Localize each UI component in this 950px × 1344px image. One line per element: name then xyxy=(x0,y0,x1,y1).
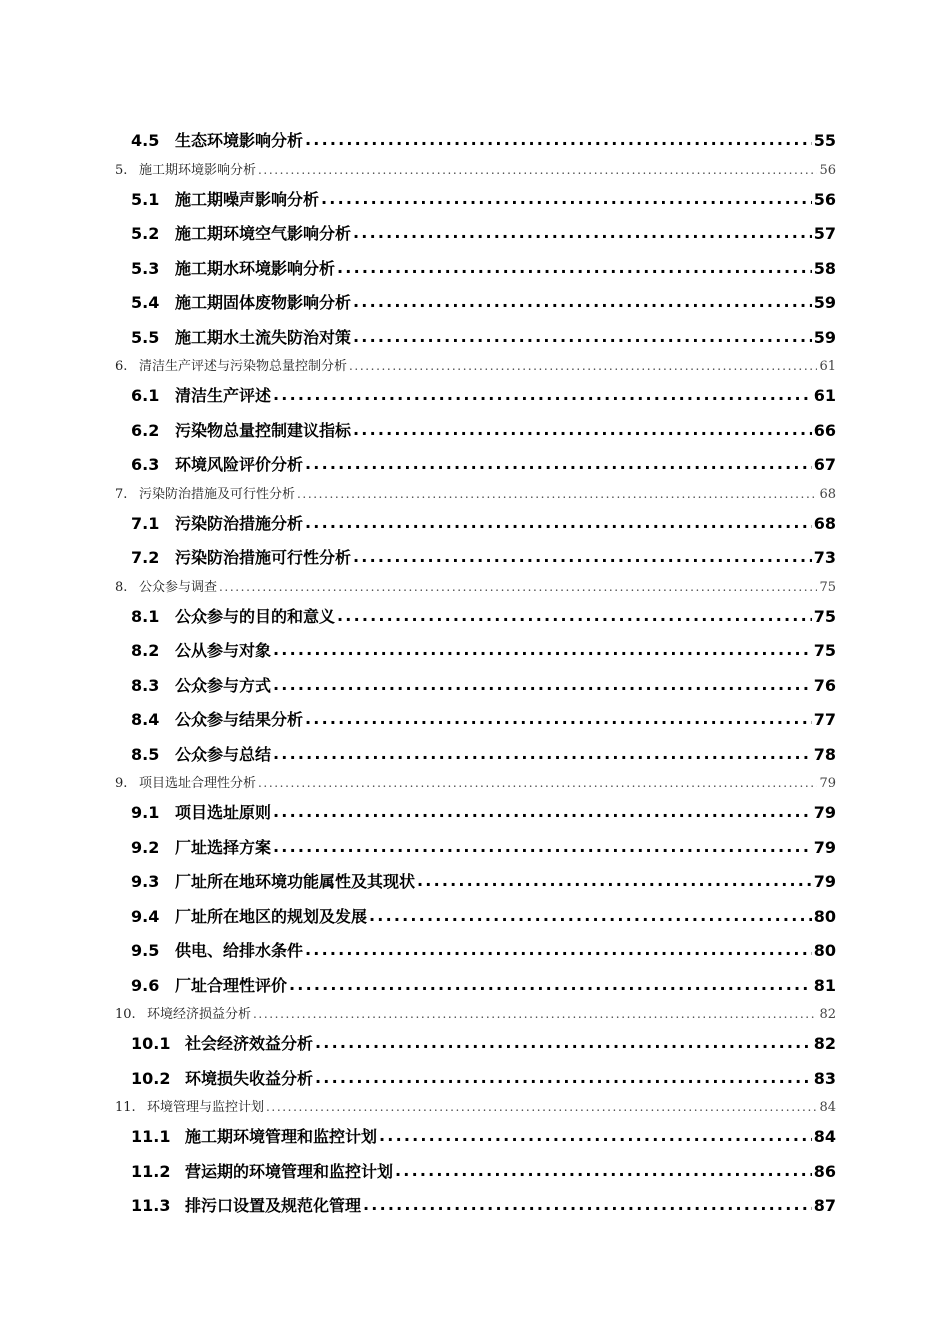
toc-entry-page-number: 73 xyxy=(813,548,836,567)
toc-dot-leader xyxy=(305,130,812,146)
toc-entry-number: 9.4 xyxy=(131,906,160,926)
toc-section-entry[interactable] xyxy=(0,900,836,935)
toc-entry-title: 营运期的环境管理和监控计划 xyxy=(185,1161,394,1181)
toc-entry-page-number: 84 xyxy=(813,1127,836,1146)
toc-entry-page-number: 80 xyxy=(813,906,836,926)
toc-entry-page-number: 76 xyxy=(813,675,836,695)
toc-entry-page-number: 79 xyxy=(819,776,836,791)
toc-entry-number: 5.3 xyxy=(131,258,160,278)
toc-chapter-entry[interactable] xyxy=(0,772,836,796)
toc-dot-leader xyxy=(273,385,812,401)
toc-dot-leader xyxy=(363,1195,812,1211)
toc-entry-number: 4.5 xyxy=(131,131,160,150)
toc-dot-leader xyxy=(305,454,812,470)
toc-entry-title: 厂址选择方案 xyxy=(175,837,272,857)
toc-dot-leader xyxy=(273,837,812,853)
toc-entry-page-number: 75 xyxy=(813,606,836,626)
toc-dot-leader xyxy=(289,975,812,991)
toc-section-entry[interactable] xyxy=(0,183,836,218)
toc-entry-title: 施工期环境管理和监控计划 xyxy=(185,1127,378,1146)
toc-entry-title: 公从参与对象 xyxy=(175,641,272,660)
toc-entry-page-number: 58 xyxy=(813,258,836,278)
toc-entry-title: 施工期固体废物影响分析 xyxy=(175,293,352,312)
toc-section-entry[interactable] xyxy=(0,448,836,483)
toc-entry-number: 8.5 xyxy=(131,744,160,764)
toc-entry-title: 公众参与调查 xyxy=(139,579,218,595)
toc-entry-number: 9.3 xyxy=(131,872,160,891)
toc-entry-number: 8.2 xyxy=(131,641,160,660)
toc-section-entry[interactable] xyxy=(0,1027,836,1062)
toc-entry-title: 环境经济损益分析 xyxy=(147,1007,252,1022)
toc-entry-page-number: 68 xyxy=(819,486,836,502)
toc-entry-title: 环境风险评价分析 xyxy=(175,455,304,474)
toc-entry-title: 供电、给排水条件 xyxy=(175,941,304,960)
toc-dot-leader xyxy=(353,223,812,239)
toc-chapter-entry[interactable] xyxy=(0,355,836,379)
toc-dot-leader xyxy=(273,802,812,818)
toc-section-entry[interactable] xyxy=(0,286,836,321)
toc-dot-leader xyxy=(305,709,812,725)
toc-entry-title: 生态环境影响分析 xyxy=(175,131,304,150)
toc-entry-page-number: 84 xyxy=(819,1100,836,1115)
toc-entry-page-number: 66 xyxy=(813,420,836,440)
toc-dot-leader xyxy=(353,547,812,563)
toc-entry-number: 5.4 xyxy=(131,293,160,312)
toc-entry-title: 施工期环境空气影响分析 xyxy=(175,224,352,243)
toc-entry-number: 6. xyxy=(115,359,128,374)
toc-entry-title: 项目选址原则 xyxy=(175,803,272,822)
toc-entry-number: 9.5 xyxy=(131,941,160,960)
toc-dot-leader xyxy=(369,906,812,922)
toc-section-entry[interactable] xyxy=(0,796,836,831)
toc-entry-title: 厂址合理性评价 xyxy=(175,975,288,995)
toc-entry-page-number: 86 xyxy=(813,1161,836,1181)
toc-chapter-entry[interactable] xyxy=(0,159,836,183)
toc-entry-number: 7.2 xyxy=(131,548,160,567)
toc-entry-number: 5.5 xyxy=(131,327,160,347)
toc-dot-leader xyxy=(379,1126,812,1142)
toc-entry-title: 施工期噪声影响分析 xyxy=(175,189,320,209)
toc-section-entry[interactable] xyxy=(0,600,836,635)
toc-entry-page-number: 80 xyxy=(813,941,836,960)
toc-dot-leader xyxy=(337,258,812,274)
toc-section-entry[interactable] xyxy=(0,217,836,252)
toc-entry-number: 7. xyxy=(115,486,128,502)
toc-entry-title: 厂址所在地环境功能属性及其现状 xyxy=(175,872,416,891)
toc-dot-leader xyxy=(353,420,812,436)
toc-section-entry[interactable] xyxy=(0,321,836,356)
toc-entry-title: 施工期水环境影响分析 xyxy=(175,258,336,278)
toc-section-entry[interactable] xyxy=(0,1189,836,1224)
toc-dot-leader xyxy=(315,1033,812,1049)
toc-section-entry[interactable] xyxy=(0,703,836,738)
toc-dot-leader xyxy=(315,1068,812,1084)
table-of-contents xyxy=(0,124,950,1224)
toc-dot-leader xyxy=(305,940,812,956)
toc-entry-page-number: 78 xyxy=(813,744,836,764)
toc-section-entry[interactable] xyxy=(0,969,836,1004)
toc-dot-leader xyxy=(353,292,812,308)
toc-entry-title: 环境管理与监控计划 xyxy=(147,1100,265,1115)
toc-entry-title: 施工期水土流失防治对策 xyxy=(175,327,352,347)
toc-entry-number: 10.2 xyxy=(131,1068,171,1088)
toc-entry-number: 5.1 xyxy=(131,189,160,209)
toc-chapter-entry[interactable] xyxy=(0,1096,836,1120)
toc-entry-page-number: 59 xyxy=(813,327,836,347)
toc-chapter-entry[interactable] xyxy=(0,576,836,600)
toc-entry-page-number: 82 xyxy=(813,1034,836,1053)
toc-section-entry[interactable] xyxy=(0,738,836,773)
toc-dot-leader xyxy=(353,327,812,343)
toc-chapter-entry[interactable] xyxy=(0,1003,836,1027)
toc-entry-number: 9.1 xyxy=(131,803,160,822)
toc-section-entry[interactable] xyxy=(0,414,836,449)
toc-entry-page-number: 56 xyxy=(819,162,836,178)
toc-dot-leader xyxy=(253,1005,817,1018)
toc-dot-leader xyxy=(273,744,812,760)
toc-entry-title: 公众参与的目的和意义 xyxy=(175,606,336,626)
toc-section-entry[interactable] xyxy=(0,1120,836,1155)
toc-entry-number: 10.1 xyxy=(131,1034,171,1053)
toc-section-entry[interactable] xyxy=(0,507,836,542)
toc-entry-number: 8.4 xyxy=(131,710,160,729)
toc-entry-page-number: 75 xyxy=(813,641,836,660)
toc-entry-page-number: 59 xyxy=(813,293,836,312)
toc-entry-title: 污染物总量控制建议指标 xyxy=(175,420,352,440)
toc-entry-title: 清洁生产评述与污染物总量控制分析 xyxy=(139,359,348,374)
toc-entry-page-number: 68 xyxy=(813,513,836,533)
toc-dot-leader xyxy=(417,871,812,887)
toc-dot-leader xyxy=(305,513,812,529)
toc-entry-title: 厂址所在地区的规划及发展 xyxy=(175,906,368,926)
toc-dot-leader xyxy=(337,606,812,622)
toc-entry-title: 施工期环境影响分析 xyxy=(139,162,257,178)
toc-entry-page-number: 61 xyxy=(813,386,836,405)
toc-entry-number: 6.1 xyxy=(131,386,160,405)
toc-entry-page-number: 81 xyxy=(813,975,836,995)
toc-section-entry[interactable] xyxy=(0,124,836,159)
toc-entry-number: 6.3 xyxy=(131,455,160,474)
toc-entry-page-number: 87 xyxy=(813,1196,836,1215)
toc-entry-page-number: 55 xyxy=(813,131,836,150)
toc-dot-leader xyxy=(258,161,817,174)
toc-dot-leader xyxy=(395,1161,812,1177)
toc-entry-number: 5.2 xyxy=(131,224,160,243)
toc-entry-page-number: 79 xyxy=(813,872,836,891)
toc-entry-number: 5. xyxy=(115,162,128,178)
toc-entry-page-number: 56 xyxy=(813,189,836,209)
toc-entry-title: 公众参与结果分析 xyxy=(175,710,304,729)
toc-entry-title: 公众参与方式 xyxy=(175,675,272,695)
toc-entry-title: 污染防治措施及可行性分析 xyxy=(139,486,296,502)
toc-entry-number: 11.2 xyxy=(131,1161,171,1181)
toc-entry-number: 10. xyxy=(115,1007,136,1022)
toc-entry-page-number: 79 xyxy=(813,837,836,857)
toc-section-entry[interactable] xyxy=(0,541,836,576)
toc-entry-number: 11. xyxy=(115,1100,136,1115)
toc-entry-title: 环境损失收益分析 xyxy=(185,1068,314,1088)
toc-entry-number: 8.1 xyxy=(131,606,160,626)
toc-entry-number: 11.1 xyxy=(131,1127,171,1146)
toc-entry-number: 8. xyxy=(115,579,128,595)
toc-section-entry[interactable] xyxy=(0,379,836,414)
toc-dot-leader xyxy=(219,578,817,591)
toc-dot-leader xyxy=(258,774,817,787)
toc-entry-number: 9. xyxy=(115,776,128,791)
toc-entry-title: 公众参与总结 xyxy=(175,744,272,764)
toc-entry-number: 11.3 xyxy=(131,1196,171,1215)
toc-entry-page-number: 82 xyxy=(819,1007,836,1022)
toc-section-entry[interactable] xyxy=(0,1062,836,1097)
toc-entry-page-number: 75 xyxy=(819,579,836,595)
toc-dot-leader xyxy=(349,357,817,370)
toc-entry-page-number: 77 xyxy=(813,710,836,729)
toc-entry-title: 污染防治措施可行性分析 xyxy=(175,548,352,567)
toc-entry-title: 污染防治措施分析 xyxy=(175,513,304,533)
toc-entry-page-number: 83 xyxy=(813,1068,836,1088)
toc-entry-title: 项目选址合理性分析 xyxy=(139,776,257,791)
toc-entry-number: 9.2 xyxy=(131,837,160,857)
toc-entry-number: 7.1 xyxy=(131,513,160,533)
toc-section-entry[interactable] xyxy=(0,831,836,866)
toc-dot-leader xyxy=(273,640,812,656)
toc-section-entry[interactable] xyxy=(0,669,836,704)
toc-entry-number: 6.2 xyxy=(131,420,160,440)
toc-entry-number: 9.6 xyxy=(131,975,160,995)
toc-entry-page-number: 67 xyxy=(813,455,836,474)
toc-entry-page-number: 61 xyxy=(819,359,836,374)
toc-section-entry[interactable] xyxy=(0,934,836,969)
toc-section-entry[interactable] xyxy=(0,1155,836,1190)
toc-entry-number: 8.3 xyxy=(131,675,160,695)
toc-chapter-entry[interactable] xyxy=(0,483,836,507)
toc-section-entry[interactable] xyxy=(0,865,836,900)
toc-dot-leader xyxy=(273,675,812,691)
toc-dot-leader xyxy=(321,189,812,205)
toc-entry-title: 排污口设置及规范化管理 xyxy=(185,1196,362,1215)
toc-section-entry[interactable] xyxy=(0,252,836,287)
toc-entry-page-number: 79 xyxy=(813,803,836,822)
toc-entry-title: 社会经济效益分析 xyxy=(185,1034,314,1053)
toc-entry-title: 清洁生产评述 xyxy=(175,386,272,405)
toc-dot-leader xyxy=(297,485,817,498)
toc-entry-page-number: 57 xyxy=(813,224,836,243)
toc-section-entry[interactable] xyxy=(0,634,836,669)
toc-dot-leader xyxy=(266,1098,817,1111)
